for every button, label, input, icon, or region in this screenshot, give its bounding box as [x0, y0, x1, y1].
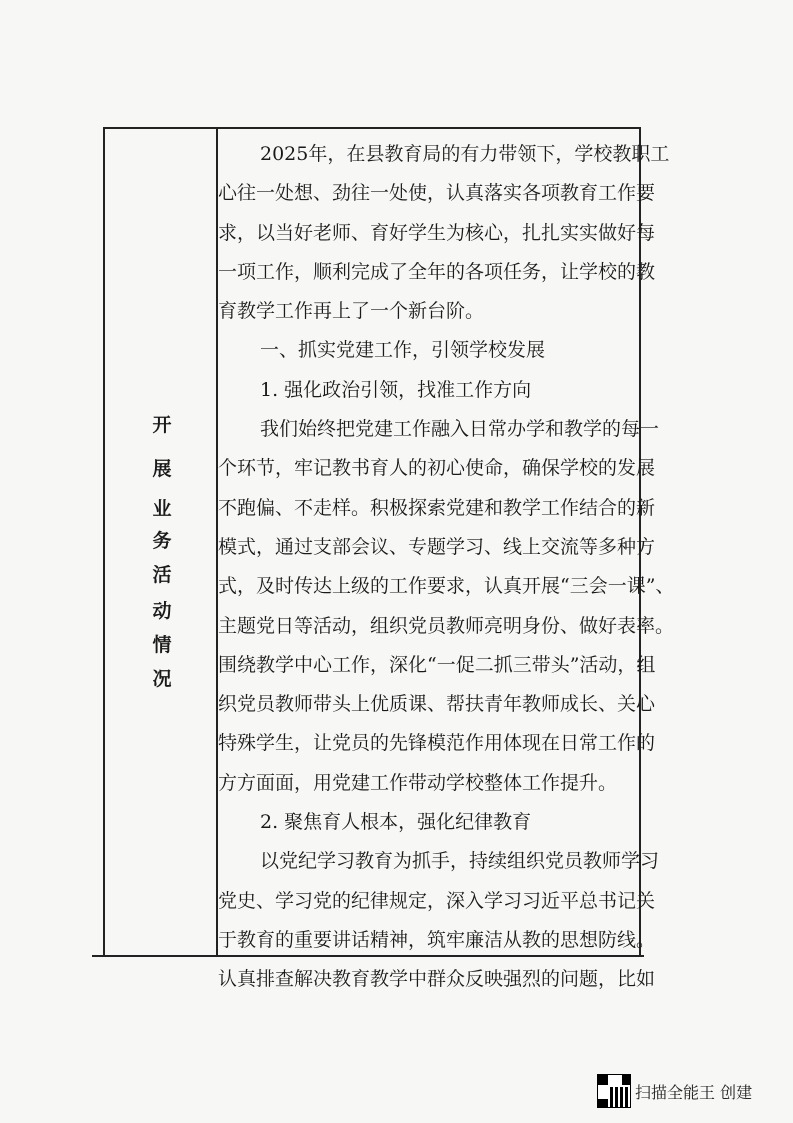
text-line: 求，以当好老师、育好学生为核心，扎扎实实做好每: [218, 221, 656, 244]
text-line: 党史、学习党的纪律规定，深入学习习近平总书记关: [218, 889, 656, 912]
label-char: 活: [152, 564, 172, 586]
text-line: 于教育的重要讲话精神，筑牢廉洁从教的思想防线。: [218, 928, 656, 951]
text-line: 特殊学生，让党员的先锋模范作用体现在日常工作的: [218, 732, 656, 755]
text-line: 一项工作，顺利完成了全年的各项任务，让学校的教: [218, 260, 656, 283]
content-cell: [218, 135, 675, 1000]
label-char: 动: [152, 600, 172, 622]
subsection-heading: 2. 聚焦育人根本，强化纪律教育: [260, 811, 532, 834]
text-line: 围绕教学中心工作，深化“一促二抓三带头”活动，组: [218, 653, 656, 676]
qr-code-icon: [597, 1074, 631, 1108]
text-line: 2025年，在县教育局的有力带领下，学校教职工: [260, 143, 670, 165]
label-char: 情: [152, 634, 172, 656]
watermark-text: 扫描全能王 创建: [635, 1082, 753, 1102]
label-char: 展: [152, 458, 172, 480]
text-line: 主题党日等活动，组织党员教师亮明身份、做好表率。: [218, 614, 675, 637]
scanner-watermark: [597, 1073, 752, 1109]
section-paragraph: [218, 842, 660, 999]
label-char: 况: [152, 668, 172, 690]
text-line: 育教学工作再上了一个新台阶。: [218, 300, 485, 323]
label-char: 业: [152, 498, 172, 520]
label-char: 务: [152, 530, 172, 552]
section-heading: 一、抓实党建工作，引领学校发展: [260, 339, 546, 362]
label-char: 开: [152, 414, 172, 436]
text-line: 方方面面，用党建工作带动学校整体工作提升。: [218, 771, 618, 794]
text-line: 个环节，牢记教书育人的初心使命，确保学校的发展: [218, 457, 656, 480]
subsection-heading: 1. 强化政治引领，找准工作方向: [260, 378, 532, 401]
section-paragraph: [218, 410, 675, 803]
text-line: 以党纪学习教育为抓手，持续组织党员教师学习: [260, 850, 660, 873]
label-column: [105, 129, 216, 957]
text-line: 我们始终把党建工作融入日常办学和教学的每一: [260, 418, 660, 441]
text-line: 模式，通过支部会议、专题学习、线上交流等多种方: [218, 535, 656, 558]
text-line: 心往一处想、劲往一处使，认真落实各项教育工作要: [218, 182, 656, 205]
text-line: 式，及时传达上级的工作要求，认真开展“三会一课”、: [218, 575, 675, 598]
text-line: 织党员教师带头上优质课、帮扶青年教师成长、关心: [218, 693, 656, 716]
text-line: 认真排查解决教育教学中群众反映强烈的问题，比如: [218, 968, 656, 991]
text-line: 不跑偏、不走样。积极探索党建和教学工作结合的新: [218, 496, 656, 519]
intro-paragraph: [218, 135, 670, 331]
